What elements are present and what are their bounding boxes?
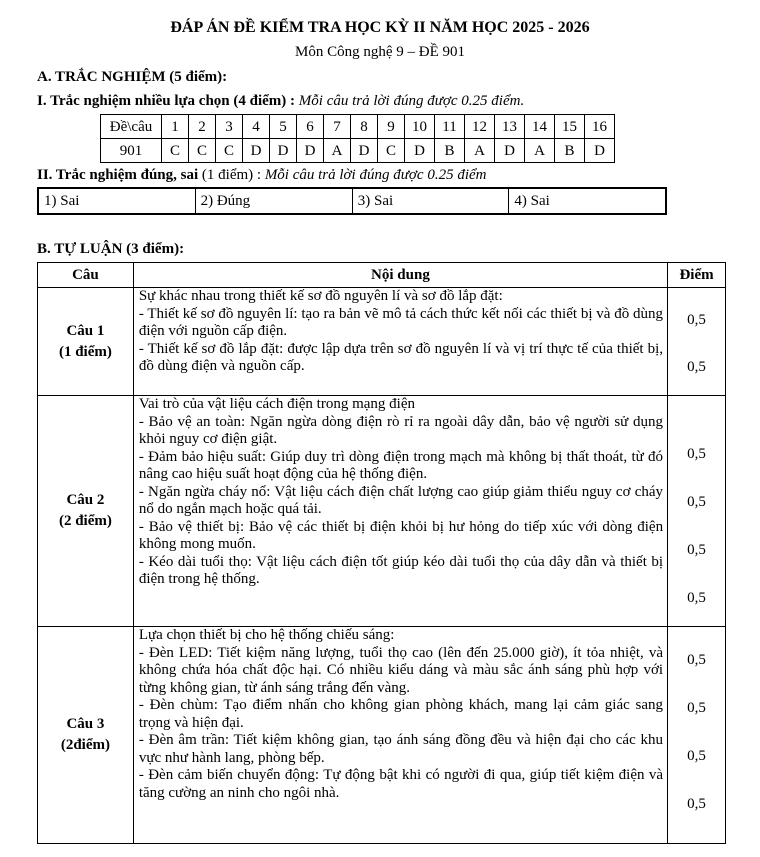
column-header-question: Câu <box>38 263 134 288</box>
question-1-item-1: - Thiết kế sơ đồ nguyên lí: tạo ra bản vẽ mô tả cách thức kết nối các thiết bị và đồ dùng điện với nguồn cấp điện. <box>138 305 664 339</box>
question-2-scores <box>668 396 726 627</box>
document-subtitle: Môn Công nghệ 9 – ĐỀ 901 <box>295 44 465 60</box>
score-value: 0,5 <box>687 542 706 558</box>
answer-6: D <box>297 139 324 163</box>
exam-code: 901 <box>101 139 162 163</box>
score-value: 0,5 <box>687 652 706 668</box>
part-ii-note: Mỗi câu trả lời đúng được 0.25 điểm <box>264 167 487 183</box>
question-2-number: Câu 2 <box>66 492 105 508</box>
answer-15: B <box>555 139 585 163</box>
essay-table <box>37 262 726 844</box>
answer-9: C <box>378 139 405 163</box>
question-number-4: 4 <box>243 115 270 139</box>
answer-table-header-row <box>101 115 615 139</box>
score-value: 0,5 <box>687 359 706 375</box>
question-1-points: (1 điểm) <box>58 343 112 360</box>
question-3-number: Câu 3 <box>66 716 105 732</box>
answer-8: D <box>351 139 378 163</box>
column-header-content: Nội dung <box>133 263 667 288</box>
essay-row-2 <box>38 396 726 627</box>
question-number-6: 6 <box>297 115 324 139</box>
part-i-title: I. Trắc nghiệm nhiều lựa chọn (4 điểm) : <box>37 93 296 109</box>
essay-table-header <box>38 263 726 288</box>
section-b-heading: B. TỰ LUẬN (3 điểm): <box>37 241 185 257</box>
document-title: ĐÁP ÁN ĐỀ KIỂM TRA HỌC KỲ II NĂM HỌC 2025 - 2026 <box>170 19 590 36</box>
question-3-content <box>133 627 667 844</box>
score-value: 0,5 <box>687 796 706 812</box>
score-value: 0,5 <box>687 700 706 716</box>
question-number-8: 8 <box>351 115 378 139</box>
question-1-content <box>133 288 667 396</box>
true-false-row <box>38 188 666 214</box>
score-value: 0,5 <box>687 494 706 510</box>
question-number-15: 15 <box>555 115 585 139</box>
answer-10: D <box>405 139 435 163</box>
score-value: 0,5 <box>687 590 706 606</box>
question-number-2: 2 <box>189 115 216 139</box>
true-false-table <box>37 187 667 215</box>
answer-12: A <box>465 139 495 163</box>
question-1-label <box>38 288 134 396</box>
answer-5: D <box>270 139 297 163</box>
question-3-scores <box>668 627 726 844</box>
question-3-points: (2điểm) <box>60 737 110 753</box>
question-number-1: 1 <box>162 115 189 139</box>
question-2-item-1: - Bảo vệ an toàn: Ngăn ngừa dòng điện rò rỉ ra ngoài dây dẫn, bảo vệ người sử dụng khỏi nguy cơ điện giật. <box>138 413 664 447</box>
question-2-item-2: - Đảm bảo hiệu suất: Giúp duy trì dòng điện trong mạch mà không bị thất thoát, từ đó nâng cao hiệu suất hoạt động của hệ thống điện. <box>138 448 664 482</box>
answer-14: A <box>525 139 555 163</box>
part-ii-title: II. Trắc nghiệm đúng, sai <box>37 167 199 183</box>
part-i-note: Mỗi câu trả lời đúng được 0.25 điểm. <box>295 93 525 109</box>
answer-4: D <box>243 139 270 163</box>
question-number-12: 12 <box>465 115 495 139</box>
true-false-answer-1: 1) Sai <box>38 188 195 214</box>
question-number-9: 9 <box>378 115 405 139</box>
answer-2: C <box>189 139 216 163</box>
question-3-intro: Lựa chọn thiết bị cho hệ thống chiếu sáng: <box>138 627 395 643</box>
essay-row-1 <box>38 288 726 396</box>
section-a-heading: A. TRẮC NGHIỆM (5 điểm): <box>37 69 228 85</box>
question-number-16: 16 <box>585 115 615 139</box>
true-false-answer-2: 2) Đúng <box>195 188 352 214</box>
question-3-item-1: - Đèn LED: Tiết kiệm năng lượng, tuổi thọ cao (lên đến 25.000 giờ), ít tỏa nhiệt, và không chứa hóa chất độc hại. Có nhiều kiểu dáng và màu sắc ánh sáng phù hợp với từng không gian, từ ánh sáng trắng đến vàng. <box>138 644 664 696</box>
question-number-10: 10 <box>405 115 435 139</box>
question-2-item-4: - Bảo vệ thiết bị: Bảo vệ các thiết bị điện khỏi bị hư hỏng do tiếp xúc với dòng điện không mong muốn. <box>138 518 664 552</box>
question-2-points: (2 điểm) <box>58 513 112 529</box>
column-header-score: Điểm <box>668 263 726 288</box>
question-2-intro: Vai trò của vật liệu cách điện trong mạng điện <box>138 396 415 412</box>
question-2-label <box>38 396 134 627</box>
answer-table <box>100 114 615 163</box>
answer-table-corner: Đề\câu <box>101 115 162 139</box>
part-ii-heading <box>37 165 486 185</box>
answer-16: D <box>585 139 615 163</box>
question-1-number: Câu 1 <box>66 322 105 339</box>
question-number-14: 14 <box>525 115 555 139</box>
score-value: 0,5 <box>687 446 706 462</box>
answer-1: C <box>162 139 189 163</box>
answer-table-answer-row <box>101 139 615 163</box>
question-number-13: 13 <box>495 115 525 139</box>
answer-13: D <box>495 139 525 163</box>
question-2-item-3: - Ngăn ngừa cháy nổ: Vật liệu cách điện chất lượng cao giúp giảm thiểu nguy cơ cháy nổ do ngắn mạch hoặc quá tải. <box>138 483 664 517</box>
score-value: 0,5 <box>687 312 706 328</box>
part-i-heading <box>37 91 524 111</box>
answer-7: A <box>324 139 351 163</box>
question-3-item-4: - Đèn cảm biến chuyển động: Tự động bật khi có người đi qua, giúp tiết kiệm điện và tăng cường an ninh cho ngôi nhà. <box>138 767 664 801</box>
question-3-item-3: - Đèn âm trần: Tiết kiệm không gian, tạo ánh sáng đồng đều và hiện đại cho các khu vực như hành lang, phòng bếp. <box>138 732 664 766</box>
question-2-item-5: - Kéo dài tuổi thọ: Vật liệu cách điện tốt giúp kéo dài tuổi thọ của dây dẫn và thiết bị điện trong hệ thống. <box>138 553 664 587</box>
question-number-11: 11 <box>435 115 465 139</box>
true-false-answer-3: 3) Sai <box>352 188 509 214</box>
question-number-7: 7 <box>324 115 351 139</box>
part-ii-points: (1 điểm) : <box>198 167 265 183</box>
score-value: 0,5 <box>687 748 706 764</box>
answer-11: B <box>435 139 465 163</box>
question-3-label <box>38 627 134 844</box>
true-false-answer-4: 4) Sai <box>509 188 666 214</box>
answer-3: C <box>216 139 243 163</box>
essay-row-3 <box>38 627 726 844</box>
question-1-scores <box>668 288 726 396</box>
question-1-item-2: - Thiết kế sơ đồ lắp đặt: được lập dựa trên sơ đồ nguyên lí và vị trí thực tế của thiết bị, đồ dùng điện và nguồn cấp. <box>138 340 664 374</box>
question-1-intro: Sự khác nhau trong thiết kế sơ đồ nguyên lí và sơ đồ lắp đặt: <box>138 288 503 304</box>
question-number-5: 5 <box>270 115 297 139</box>
question-2-content <box>133 396 667 627</box>
question-3-item-2: - Đèn chùm: Tạo điểm nhấn cho không gian phòng khách, mang lại cảm giác sang trọng và hiện đại. <box>138 697 664 731</box>
question-number-3: 3 <box>216 115 243 139</box>
